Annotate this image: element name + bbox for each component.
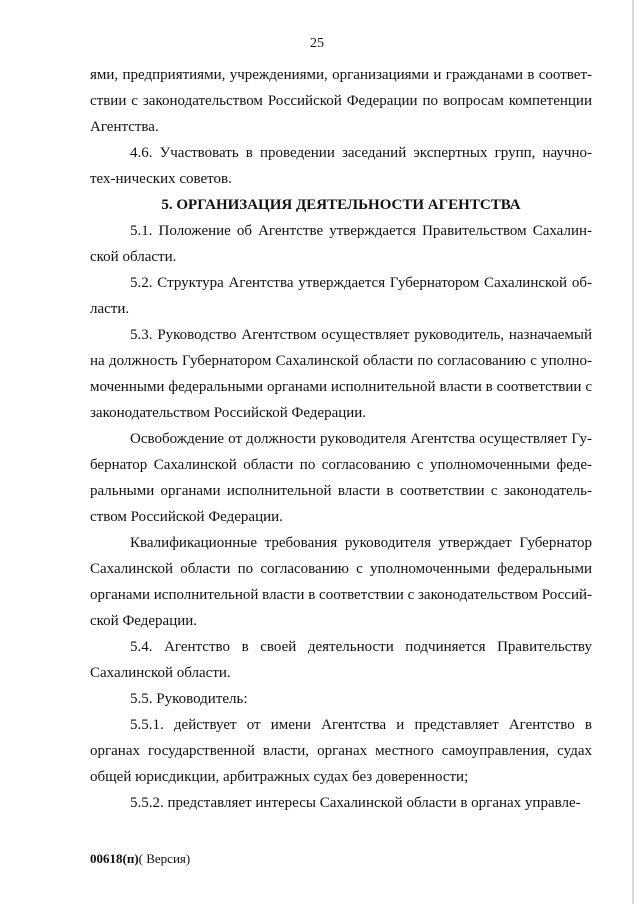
paragraph-5-3: 5.3. Руководство Агентством осуществляет руководитель, назначаемый на должность Губернатором Сахалинской области по согласованию с уполно-моченными федеральными органами исполнительной власти в соответствии с законодательством Российской Федерации. <box>90 327 592 421</box>
document-footer <box>90 851 190 867</box>
paragraph-5-5-2: 5.5.2. представляет интересы Сахалинской области в органах управле- <box>130 795 581 811</box>
paragraph-5-5-1: 5.5.1. действует от имени Агентства и представляет Агентство в органах государственной власти, органах местного самоуправления, судах общей юрисдикции, арбитражных судах без доверенности; <box>90 717 592 785</box>
paragraph-5-1: 5.1. Положение об Агентстве утверждается Правительством Сахалин-ской области. <box>90 223 592 265</box>
paragraph-dismissal: Освобождение от должности руководителя Агентства осуществляет Гу-бернатор Сахалинской области по согласованию с уполномоченными феде-ральными органами исполнительной власти в соответствии с законодатель-ством Российской Федерации. <box>90 431 592 525</box>
document-code: 00618(п) <box>90 851 139 866</box>
page-number: 25 <box>310 36 324 51</box>
paragraph-5-4: 5.4. Агентство в своей деятельности подчиняется Правительству Сахалинской области. <box>90 639 592 681</box>
paragraph-4-6: 4.6. Участвовать в проведении заседаний экспертных групп, научно-тех-нических советов. <box>90 145 592 187</box>
section-heading: 5. ОРГАНИЗАЦИЯ ДЕЯТЕЛЬНОСТИ АГЕНТСТВА <box>161 197 521 213</box>
paragraph-5-2: 5.2. Структура Агентства утверждается Губернатором Сахалинской об-ласти. <box>90 275 592 317</box>
paragraph-continuation: ями, предприятиями, учреждениями, организациями и гражданами в соответ-ствии с законодательством Российской Федерации по вопросам компетенции Агентства. <box>90 67 592 135</box>
document-version: ( Версия) <box>138 851 191 866</box>
paragraph-5-5: 5.5. Руководитель: <box>130 691 248 707</box>
document-body <box>90 62 592 816</box>
paragraph-qualification: Квалификационные требования руководителя утверждает Губернатор Сахалинской области по согласованию с уполномоченными федеральными органами исполнительной власти в соответствии с законодательством Россий-ской Федерации. <box>90 535 592 629</box>
